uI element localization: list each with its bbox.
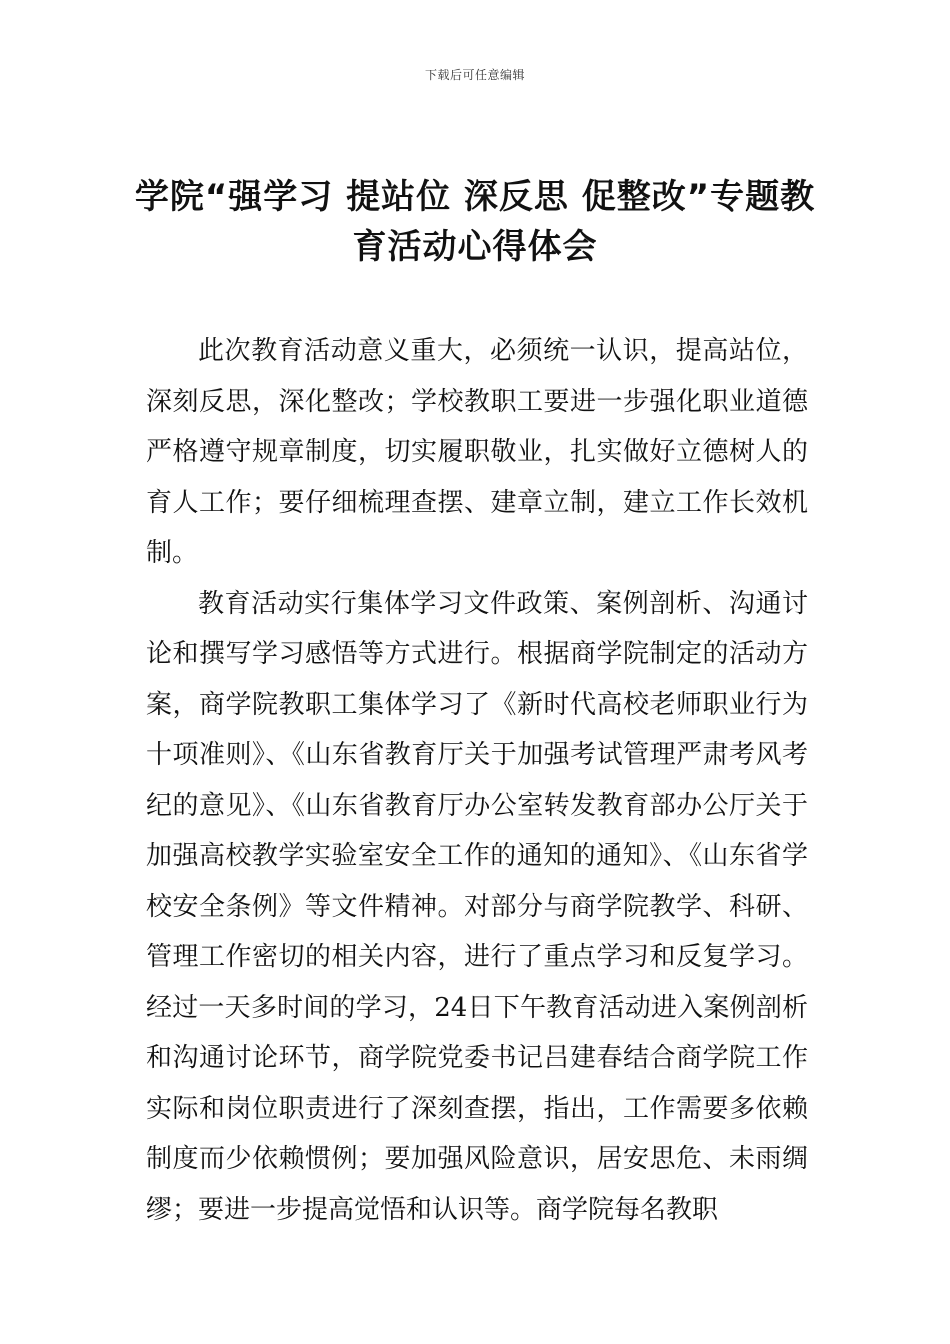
- header-note: 下载后可任意编辑: [424, 68, 525, 82]
- paragraph-2: 教育活动实行集体学习文件政策、案例剖析、沟通讨论和撰写学习感悟等方式进行。根据商学院制定的活动方案，商学院教职工集体学习了《新时代高校老师职业行为十项准则》、《山东省教育厅关于加强考试管理严肃考风考纪的意见》、《山东省教育厅办公室转发教育部办公厅关于加强高校教学实验室安全工作的通知的通知》、《山东省学校安全条例》等文件精神。对部分与商学院教学、科研、管理工作密切的相关内容，进行了重点学习和反复学习。经过一天多时间的学习，24日下午教育活动进入案例剖析和沟通讨论环节，商学院党委书记吕建春结合商学院工作实际和岗位职责进行了深刻查摆，指出，工作需要多依赖制度而少依赖惯例；要加强风险意识，居安思危、未雨绸缪；要进一步提高觉悟和认识等。商学院每名教职: [146, 588, 808, 1225]
- document-body: [146, 326, 808, 1235]
- paragraph-1: 此次教育活动意义重大，必须统一认识，提高站位，深刻反思，深化整改；学校教职工要进一步强化职业道德严格遵守规章制度，切实履职敬业，扎实做好立德树人的育人工作；要仔细梳理查摆、建章立制，建立工作长效机制。: [146, 336, 808, 568]
- document-title: 学院“强学习 提站位 深反思 促整改”专题教育活动心得体会: [134, 177, 816, 267]
